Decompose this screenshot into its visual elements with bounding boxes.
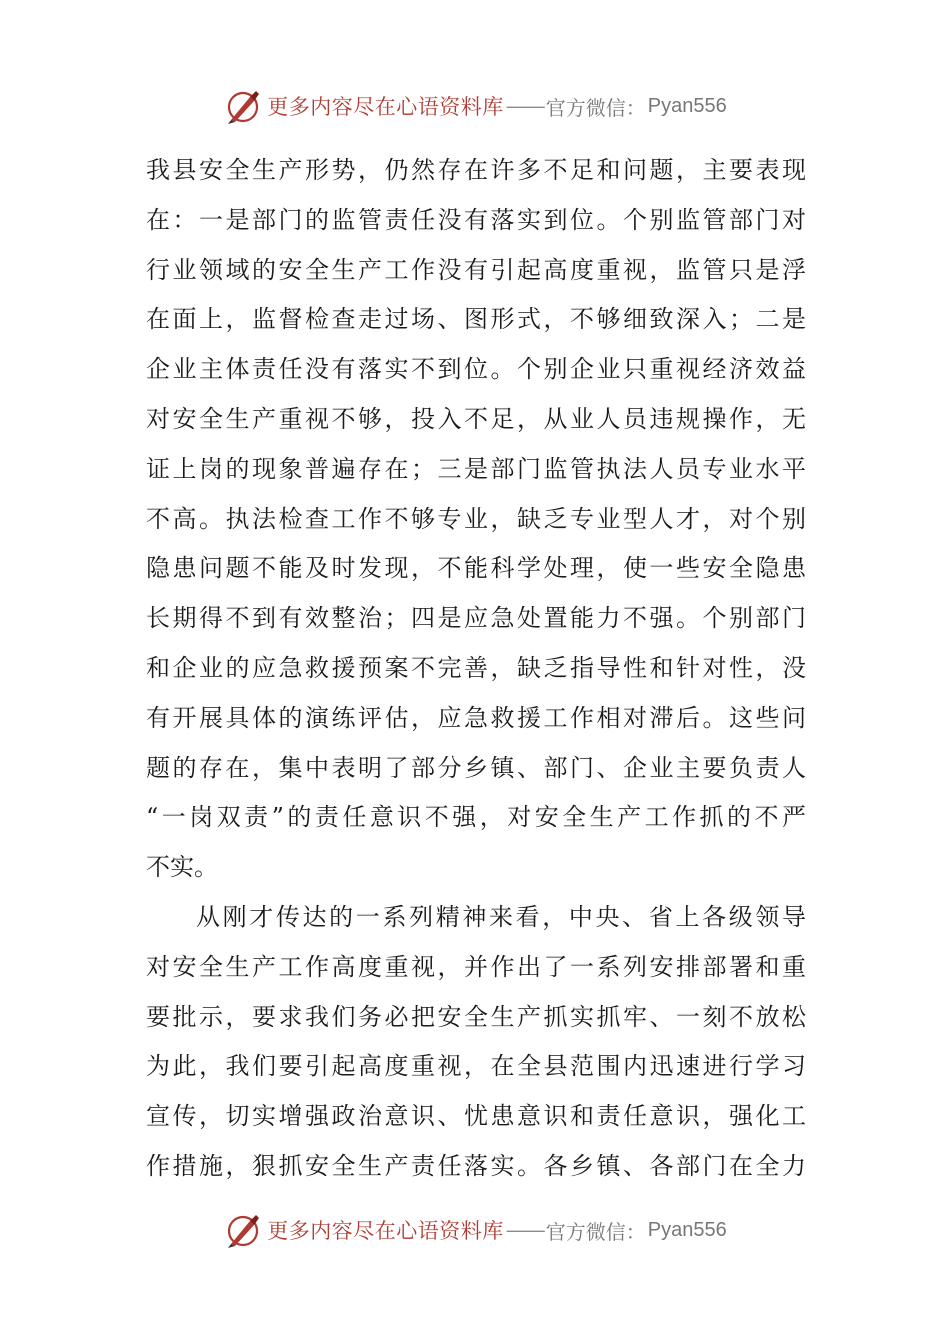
text-line: 要批示，要求我们务必把安全生产抓实抓牢、一刻不放松 <box>146 1002 806 1031</box>
text-line: 隐患问题不能及时发现，不能科学处理，使一些安全隐患 <box>146 554 806 583</box>
text-line: 我县安全生产形势，仍然存在许多不足和问题，主要表现 <box>146 156 806 184</box>
paragraph-2 <box>146 893 806 1192</box>
text-line: 证上岗的现象普遍存在；三是部门监管执法人员专业水平 <box>146 454 806 483</box>
text-line: 行业领域的安全生产工作没有引起高度重视，监管只是浮 <box>146 255 806 284</box>
banner-main-text: 更多内容尽在心语资料库 <box>267 95 504 119</box>
text-line: 在：一是部门的监管责任没有落实到位。个别监管部门对 <box>146 205 806 234</box>
banner-wechat-label: 官方微信： <box>545 1219 646 1244</box>
footer-banner <box>0 1208 950 1252</box>
text-line: 企业主体责任没有落实不到位。个别企业只重视经济效益 <box>146 355 806 384</box>
text-line: 长期得不到有效整治；四是应急处置能力不强。个别部门 <box>146 604 806 633</box>
banner-wechat-id: Pyan556 <box>647 1218 727 1241</box>
banner-separator: —— <box>505 94 544 118</box>
text-line: 不实。 <box>146 853 218 882</box>
pen-nib-logo-icon <box>223 86 263 126</box>
pen-nib-logo-icon <box>223 1210 263 1250</box>
text-line: 对安全生产重视不够，投入不足，从业人员违规操作，无 <box>146 404 806 433</box>
text-line: 和企业的应急救援预案不完善，缺乏指导性和针对性，没 <box>146 653 806 682</box>
text-line: 宣传，切实增强政治意识、忧患意识和责任意识，强化工 <box>146 1102 806 1131</box>
text-line: 有开展具体的演练评估，应急救援工作相对滞后。这些问 <box>146 703 806 732</box>
document-body <box>146 146 806 1192</box>
text-line: 对安全生产工作高度重视，并作出了一系列安排部署和重 <box>146 952 806 981</box>
header-banner <box>0 84 950 128</box>
banner-wechat-id: Pyan556 <box>647 94 727 117</box>
text-line: 作措施，狠抓安全生产责任落实。各乡镇、各部门在全力 <box>146 1151 806 1180</box>
banner-separator: —— <box>505 1218 544 1242</box>
banner-wechat-label: 官方微信： <box>545 95 646 120</box>
text-line: “一岗双责”的责任意识不强，对安全生产工作抓的不严 <box>146 803 806 832</box>
text-line: 不高。执法检查工作不够专业，缺乏专业型人才，对个别 <box>146 504 806 533</box>
text-line: 题的存在，集中表明了部分乡镇、部门、企业主要负责人 <box>146 753 806 782</box>
text-line: 为此，我们要引起高度重视，在全县范围内迅速进行学习 <box>146 1052 806 1081</box>
paragraph-1 <box>146 146 806 893</box>
banner-main-text: 更多内容尽在心语资料库 <box>267 1219 504 1243</box>
text-line: 从刚才传达的一系列精神来看，中央、省上各级领导 <box>196 902 806 931</box>
text-line: 在面上，监督检查走过场、图形式，不够细致深入；二是 <box>146 305 806 334</box>
